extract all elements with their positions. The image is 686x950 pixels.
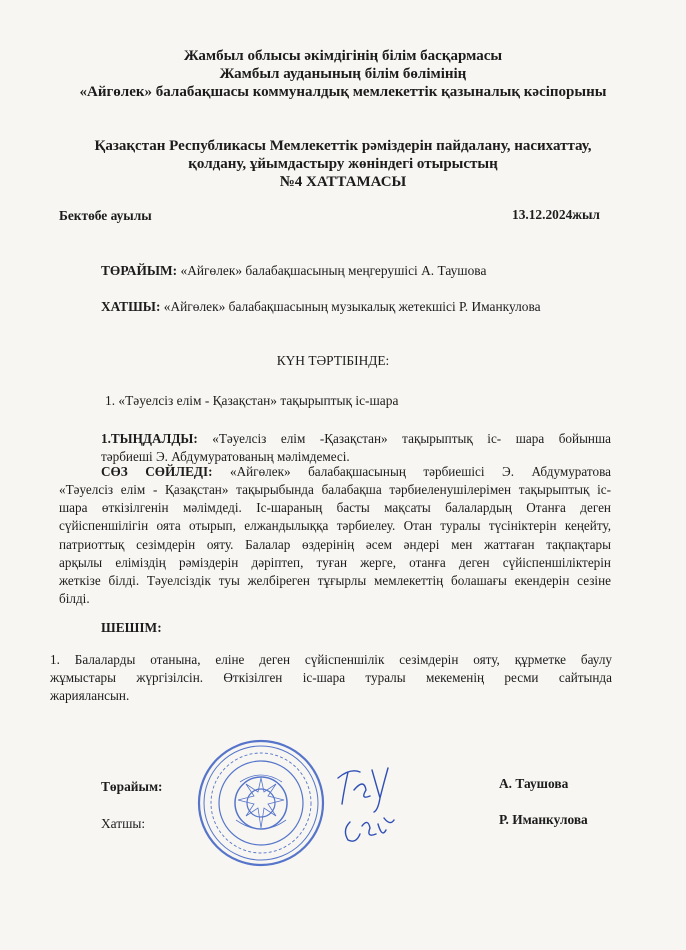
- spoke-line-5: патриоттық сезімдерін ояту. Балалар өздерінің әсем әндері мен жаттаған тақпақтары: [59, 536, 611, 552]
- secretary-sign-name: Р. Иманкулова: [499, 812, 588, 827]
- spoke-line-8: білді.: [59, 591, 90, 607]
- decision-line-2: жұмыстары жүргізілсін. Өткізілген іс-шара туралы мекеменің ресми сайтында: [50, 670, 612, 686]
- secretary-sign-label: Хатшы:: [101, 816, 146, 831]
- decision-heading: ШЕШІМ:: [101, 620, 162, 635]
- spoke-line-4: сүйіспеншілігін оята отырып, елжандылыққа тәрбиелеу. Отан туралы түсініктерін кеңейту,: [59, 518, 611, 534]
- secretary-label: ХАТШЫ:: [101, 299, 161, 314]
- official-stamp: [196, 738, 326, 868]
- spoke-line-1: СӨЗ СӨЙЛЕДІ: «Айгөлек» балабақшасының тәрбиешісі Э. Абдумуратова: [101, 464, 612, 479]
- header-line-2: Жамбыл ауданының білім бөлімінің: [219, 66, 467, 82]
- handwritten-signatures: [330, 760, 400, 850]
- heard-line-1: 1.ТЫҢДАЛДЫ: «Тәуелсіз елім -Қазақстан» тақырыптық іс- шара бойынша: [101, 431, 611, 446]
- spoke-line-6: арқылы еліміздің рәміздерін дәріптеп, туған жерге, отанға деген сүйіспеншіліктерін: [59, 554, 611, 570]
- heard-label: 1.ТЫҢДАЛДЫ:: [101, 431, 198, 446]
- agenda-item-1: 1. «Тәуелсіз елім - Қазақстан» тақырыптық іс-шара: [105, 393, 399, 408]
- chair-text: «Айгөлек» балабақшасының меңгерушісі А. Таушова: [177, 263, 487, 278]
- title-line-1: Қазақстан Республикасы Мемлекеттік рәміздерін пайдалану, насихаттау,: [94, 138, 592, 154]
- spoke-line-7: жеткізе білді. Тәуелсіздік туы желбіреген тұғырлы мемлекеттің болашағы екендерін сезіне: [59, 572, 611, 588]
- date: 13.12.2024жыл: [512, 207, 600, 222]
- title-line-2: қолдану, ұйымдастыру жөніндегі отырыстың: [188, 156, 498, 172]
- spoke-label: СӨЗ СӨЙЛЕДІ:: [101, 464, 213, 479]
- decision-paragraph: [50, 651, 612, 706]
- secretary-line: [101, 298, 541, 316]
- header-line-3: «Айгөлек» балабақшасы коммуналдық мемлекеттік қазыналық кәсіпорыны: [79, 84, 607, 100]
- heard-paragraph: [101, 430, 611, 448]
- agenda-heading: КҮН ТӘРТІБІНДЕ:: [276, 353, 390, 368]
- spoke-line-3: шара өткізілгенін мәлімдеді. Іс-шараның басты мақсаты балалардың Отанға деген: [59, 500, 611, 516]
- header-line-1: Жамбыл облысы әкімдігінің білім басқармасы: [183, 48, 503, 64]
- chair-line: [101, 262, 486, 280]
- place: Бектөбе ауылы: [59, 208, 152, 223]
- spoke-paragraph-cont: [59, 481, 611, 608]
- secretary-text: «Айгөлек» балабақшасының музыкалық жетекшісі Р. Иманкулова: [160, 299, 541, 314]
- decision-line-1: 1. Балаларды отанына, еліне деген сүйіспеншілік сезімдерін ояту, құрметке баулу: [50, 652, 612, 667]
- heard-line-2: тәрбиеші Э. Абдумуратованың мәлімдемесі.: [101, 449, 350, 464]
- decision-line-3: жарияланcын.: [50, 688, 130, 704]
- title-line-3: №4 ХАТТАМАСЫ: [279, 174, 407, 190]
- chair-sign-name: А. Таушова: [499, 776, 569, 791]
- spoke-line-2: «Тәуелсіз елім - Қазақстан» тақырыбында балабақша тәрбиеленушілерімен тақырыптық іс-: [59, 482, 611, 497]
- chair-sign-label: Төрайым:: [101, 779, 163, 794]
- chair-label: ТӨРАЙЫМ:: [101, 263, 178, 278]
- spoke-paragraph: [101, 463, 611, 481]
